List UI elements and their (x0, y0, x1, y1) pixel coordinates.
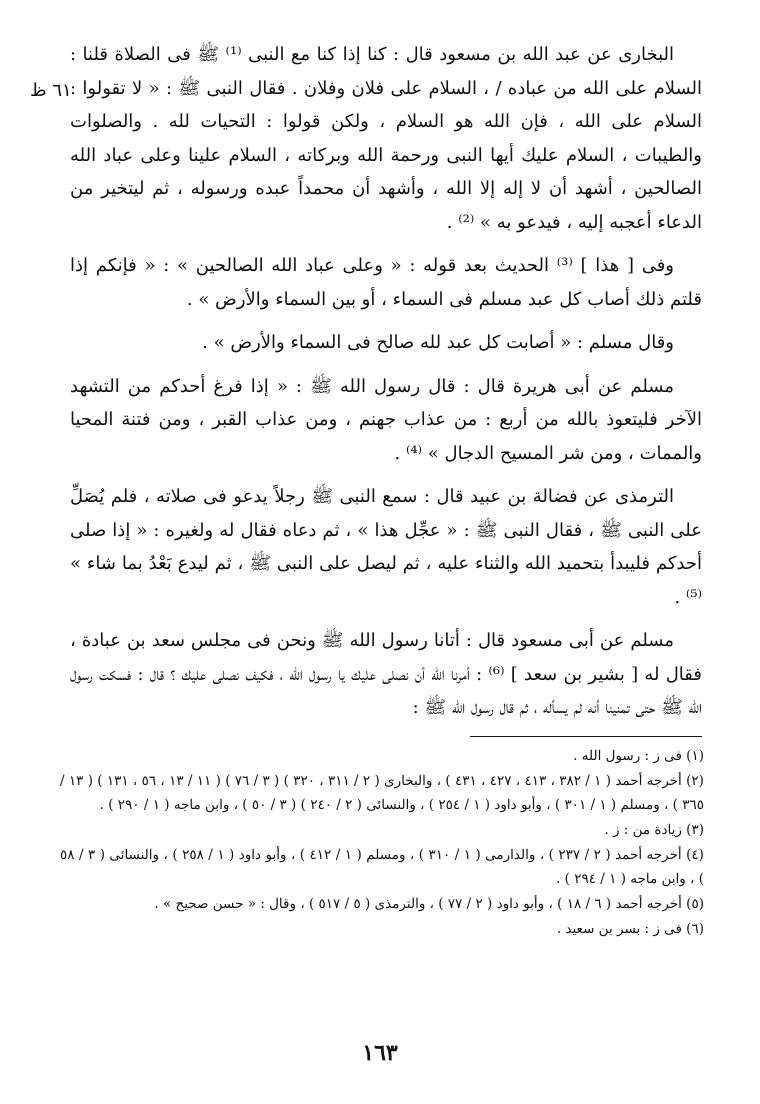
main-text-body (70, 38, 702, 731)
footnote: (٦) فى ز : بسر بن سعيد . (556, 921, 704, 937)
paragraph-bukhari-tashahhud: البخارى عن عبد الله بن مسعود قال : كنا إذا كنا مع النبى ⁽¹⁾ ﷺ فى الصلاة قلنا : السلام على الله من عباده / ، السلام على فلان وفلان . فقال النبى ﷺ : « لا تقولوا : السلام على الله ، فإن الله هو السلام ، ولكن قولوا : التحيات لله . والصلوات والطيبات ، السلام عليك أيها النبى ورحمة الله وبركاته ، السلام علينا وعلى عباد الله الصالحين ، أشهد أن لا إله إلا الله ، وأشهد أن محمداً عبده ورسوله ، ثم ليتخير من الدعاء أعجبه إليه ، فيدعو به » ⁽²⁾ . (70, 44, 702, 233)
paragraph-tirmidhi-fadala: الترمذى عن فضالة بن عبيد قال : سمع النبى ﷺ رجلاً يدعو فى صلاته ، فلم يُصَلِّ على النبى ﷺ ، فقال النبى ﷺ : « عجِّل هذا » ، ثم دعاه فقال له ولغيره : « إذا صلى أحدكم فليبدأ بتحميد الله والثناء عليه ، ثم ليصل على النبى ﷺ ، ثم ليدع بَعْدُ بما شاء » ⁽⁵⁾ . (70, 486, 702, 608)
paragraph-abu-hurayra: مسلم عن أبى هريرة قال : قال رسول الله ﷺ : « إذا فرغ أحدكم من التشهد الآخر فليتعوذ بالله من أربع : من عذاب جهنم ، ومن عذاب القبر ، ومن فتنة المحيا والممات ، ومن شر المسيح الدجال » ⁽⁴⁾ . (70, 375, 702, 464)
footnote: (٢) أخرجه أحمد ( ١ / ٣٨٢ ، ٤١٣ ، ٤٢٧ ، ٤٣١ ) ، والبخارى ( ٢ / ٣١١ ، ٣٢٠ ) ( ٣ / ٧٦ ) ( ١١ / ١٣ ، ٥٦ ، ١٣١ ) ( ١٣ / ٣٦٥ ) ، ومسلم ( ١ / ٣٠١ ) ، وأبو داود ( ١ / ٢٥٤ ) ، والنسائى ( ٢ / ٢٤٠ ) ( ٣ / ٥٠ ) ، وابن ماجه ( ١ / ٢٩٠ ) . (60, 773, 704, 813)
paragraph-variant-wording: وفى [ هذا ] ⁽³⁾ الحديث بعد قوله : « وعلى عباد الله الصالحين » : « فإنكم إذا قلتم ذلك أصاب كل عبد مسلم فى السماء ، أو بين السماء والأرض » . (70, 255, 702, 310)
footnote-separator (470, 736, 702, 737)
paragraph-abu-masud: مسلم عن أبى مسعود قال : أتانا رسول الله ﷺ ونحن فى مجلس سعد بن عبادة ، فقال له [ بشير بن سعد ] ⁽⁶⁾ : أمرنا الله أن نصلى عليك يا رسول الله ، فكيف نصلى عليك ؟ قال : فسكت رسول الله ﷺ حتى تمنينا أنه لم يسأله ، ثم قال رسول الله ﷺ : (70, 630, 703, 718)
paragraph-muslim-wording: وقال مسلم : « أصابت كل عبد لله صالح فى السماء والأرض » . (202, 332, 674, 353)
page-number: ١٦٣ (362, 1040, 398, 1066)
footnote: (١) فى ز : رسول الله . (573, 748, 704, 764)
footnote: (٣) زيادة من : ز . (604, 822, 704, 838)
manuscript-folio-note: ٦١ ظ (30, 80, 72, 101)
footnote: (٥) أخرجه أحمد ( ٦ / ١٨ ) ، وأبو داود ( ٢ / ٧٧ ) ، والترمذى ( ٥ / ٥١٧ ) ، وقال : « حسن صحيح » . (154, 896, 704, 912)
footnotes-section (60, 744, 704, 942)
footnote: (٤) أخرجه أحمد ( ٢ / ٢٣٧ ) ، والدارمى ( ١ / ٣١٠ ) ، ومسلم ( ١ / ٤١٢ ) ، وأبو داود ( ١ / ٢٥٨ ) ، والنسائى ( ٣ / ٥٨ ) ، وابن ماجه ( ١ / ٢٩٤ ) . (60, 847, 704, 887)
